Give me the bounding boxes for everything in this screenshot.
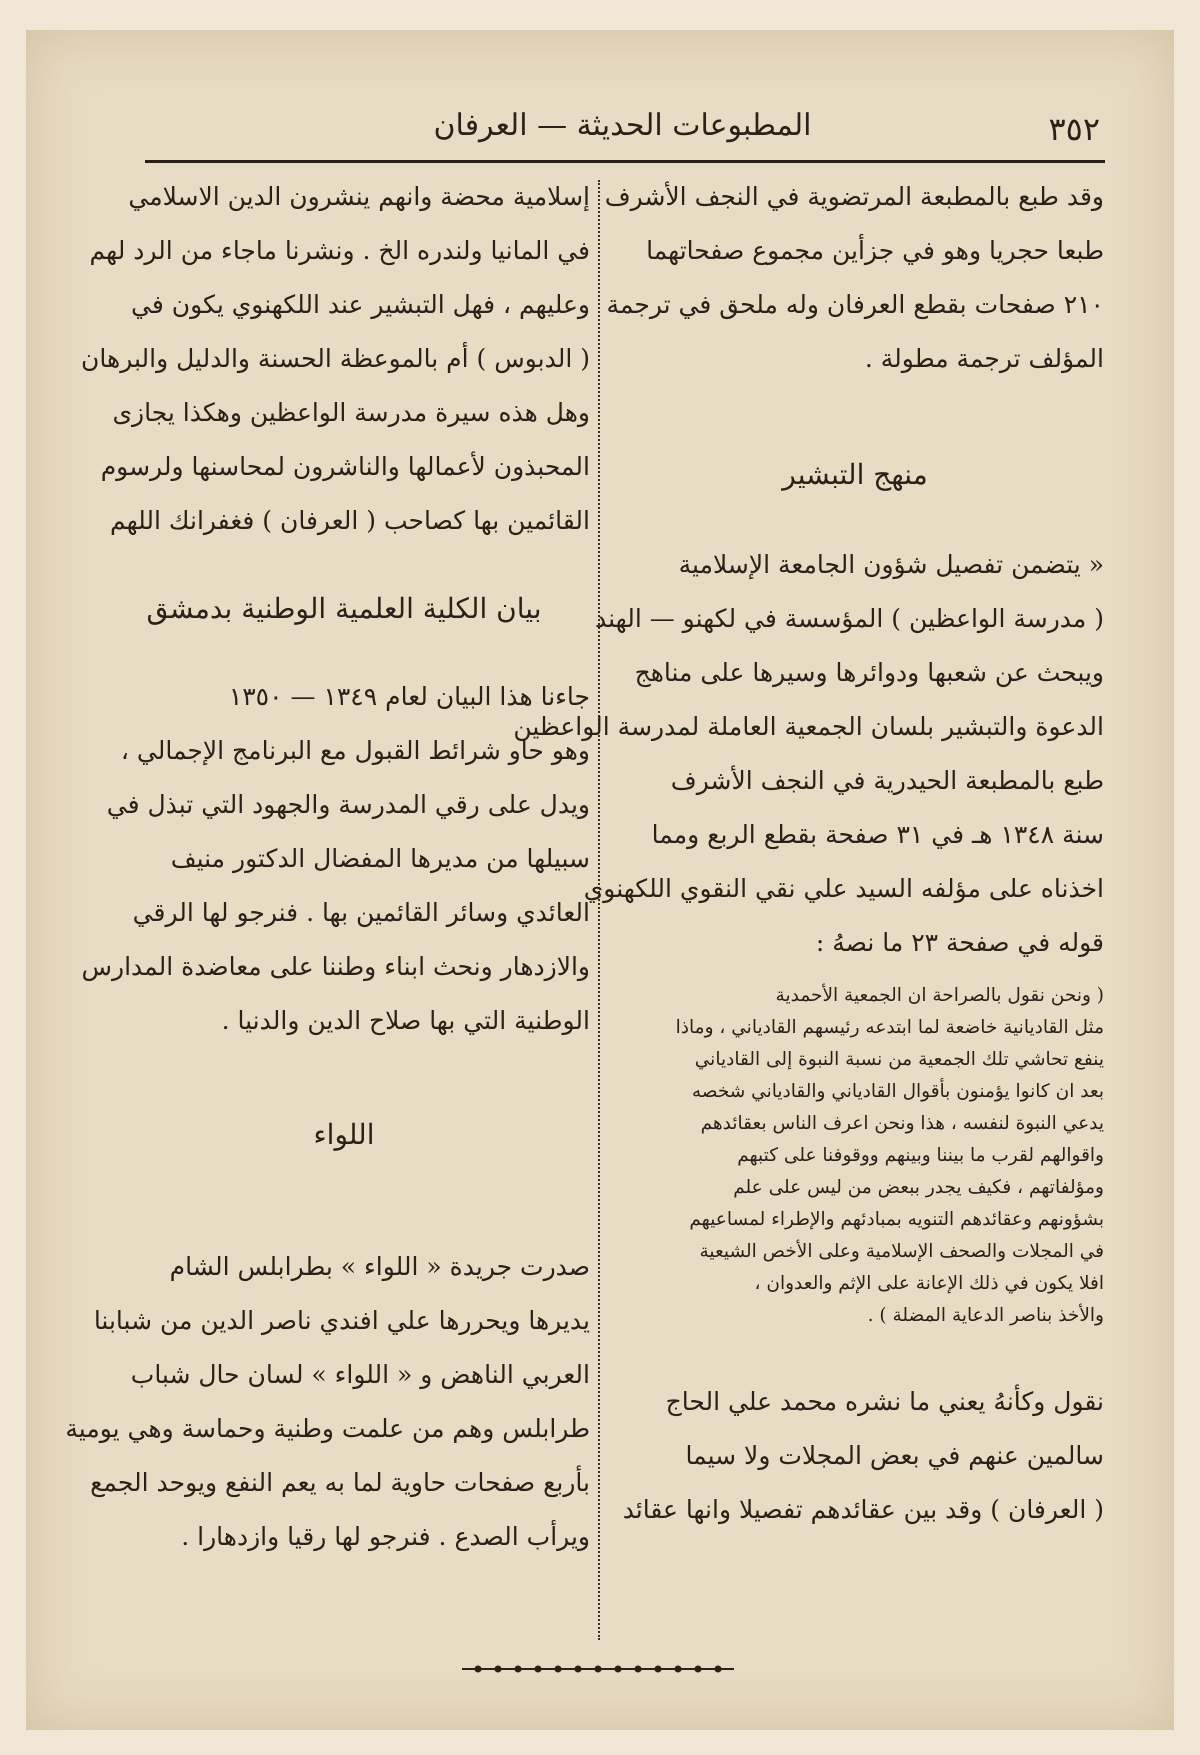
paragraph-line: العائدي وسائر القائمين بها . فنرجو لها الرقي (132, 898, 590, 927)
paragraph-line: والازدهار ونحث ابناء وطننا على معاضدة المدارس (81, 952, 590, 981)
paragraph-line: ٢١٠ صفحات بقطع العرفان وله ملحق في ترجمة (606, 290, 1104, 319)
paragraph-line: جاءنا هذا البيان لعام ١٣٤٩ — ١٣٥٠ (228, 682, 590, 711)
paragraph-line: سبيلها من مديرها المفضال الدكتور منيف (170, 844, 590, 873)
section-heading: بيان الكلية العلمية الوطنية بدمشق (146, 592, 542, 625)
paragraph-line: وعليهم ، فهل التبشير عند اللكهنوي يكون في (131, 290, 590, 319)
paragraph-line: في المانيا ولندره الخ . ونشرنا ماجاء من الرد لهم (89, 236, 590, 265)
paragraph-line: ويدل على رقي المدرسة والجهود التي تبذل في (106, 790, 590, 819)
paragraph-line: ( مدرسة الواعظين ) المؤسسة في لكهنو — الهند (595, 604, 1104, 633)
paragraph-line: العربي الناهض و « اللواء » لسان حال شباب (130, 1360, 590, 1389)
paragraph-line: وقد طبع بالمطبعة المرتضوية في النجف الأشرف (604, 182, 1104, 211)
page-number: ٣٥٢ (1048, 110, 1100, 148)
section-heading: منهج التبشير (782, 458, 928, 491)
quote-line: بعد ان كانوا يؤمنون بأقوال القادياني والقادياني شخصه (691, 1081, 1104, 1102)
paragraph-line: « يتضمن تفصيل شؤون الجامعة الإسلامية (678, 550, 1104, 579)
paragraph-line: صدرت جريدة « اللواء » بطرابلس الشام (169, 1252, 590, 1281)
quote-line: ( ونحن نقول بالصراحة ان الجمعية الأحمدية (775, 985, 1104, 1006)
section-heading: اللواء (313, 1118, 375, 1151)
paragraph-line: إسلامية محضة وانهم ينشرون الدين الاسلامي (128, 182, 590, 211)
paragraph-line: طرابلس وهم من علمت وطنية وحماسة وهي يومية (65, 1414, 590, 1443)
paragraph-line: الوطنية التي بها صلاح الدين والدنيا . (221, 1006, 590, 1035)
paragraph-line: نقول وكأنهُ يعني ما نشره محمد علي الحاج (665, 1387, 1104, 1416)
right-column (513, 172, 1104, 1642)
quote-line: ينفع تحاشي تلك الجمعية من نسبة النبوة إلى القادياني (694, 1049, 1104, 1070)
quote-line: مثل القاديانية خاضعة لما ابتدعه رئيسهم القادياني ، وماذا (675, 1017, 1104, 1038)
quote-line: افلا يكون في ذلك الإعانة على الإثم والعدوان ، (754, 1273, 1104, 1294)
header-rule (145, 160, 1105, 163)
paragraph-line: طبعا حجريا وهو في جزأين مجموع صفحاتهما (646, 236, 1104, 265)
paragraph-line: وهو حاو شرائط القبول مع البرنامج الإجمالي ، (120, 736, 590, 765)
quote-line: ومؤلفاتهم ، فكيف يجدر ببعض من ليس على علم (733, 1177, 1104, 1198)
quote-line: بشؤونهم وعقائدهم التنويه بمبادئهم والإطراء لمساعيهم (689, 1209, 1104, 1230)
quote-line: يدعي النبوة لنفسه ، هذا ونحن اعرف الناس بعقائدهم (700, 1113, 1104, 1134)
page-header (145, 78, 1100, 158)
paragraph-line: ( الدبوس ) أم بالموعظة الحسنة والدليل والبرهان (81, 344, 590, 373)
paragraph-line: القائمين بها كصاحب ( العرفان ) فغفرانك اللهم (109, 506, 590, 535)
paragraph-line: سالمين عنهم في بعض المجلات ولا سيما (685, 1441, 1104, 1470)
paragraph-line: المحبذون لأعمالها والناشرون لمحاسنها ولرسوم (100, 452, 590, 481)
paragraph-line: ويرأب الصدع . فنرجو لها رقيا وازدهارا . (181, 1522, 590, 1551)
paragraph-line: الدعوة والتبشير بلسان الجمعية العاملة لمدرسة الواعظين (513, 712, 1104, 741)
quote-line: واقوالهم لقرب ما بيننا وبينهم ووقوفنا على كتبهم (737, 1145, 1104, 1166)
paragraph-line: بأربع صفحات حاوية لما به يعم النفع ويوحد الجمع (90, 1468, 590, 1497)
paragraph-line: المؤلف ترجمة مطولة . (864, 344, 1104, 373)
footer-ornament (458, 1662, 738, 1676)
quote-line: في المجلات والصحف الإسلامية وعلى الأخص الشيعية (699, 1241, 1104, 1262)
left-column (65, 172, 590, 1642)
running-title: المطبوعات الحديثة — العرفان (433, 108, 812, 143)
paragraph-line: يديرها ويحررها علي افندي ناصر الدين من شبابنا (93, 1306, 590, 1335)
quote-line: والأخذ بناصر الدعاية المضلة ) . (867, 1305, 1104, 1326)
paragraph-line: ( العرفان ) وقد بين عقائدهم تفصيلا وانها عقائد (622, 1495, 1104, 1524)
paragraph-line: ويبحث عن شعبها ودوائرها وسيرها على مناهج (634, 658, 1104, 687)
paragraph-line: اخذناه على مؤلفه السيد علي نقي النقوي اللكهنوي (583, 874, 1104, 903)
paragraph-line: سنة ١٣٤٨ هـ في ٣١ صفحة بقطع الربع ومما (651, 820, 1104, 849)
paragraph-line: وهل هذه سيرة مدرسة الواعظين وهكذا يجازى (112, 398, 590, 427)
paragraph-line: قوله في صفحة ٢٣ ما نصهُ : (815, 928, 1104, 957)
paragraph-line: طبع بالمطبعة الحيدرية في النجف الأشرف (670, 766, 1104, 795)
